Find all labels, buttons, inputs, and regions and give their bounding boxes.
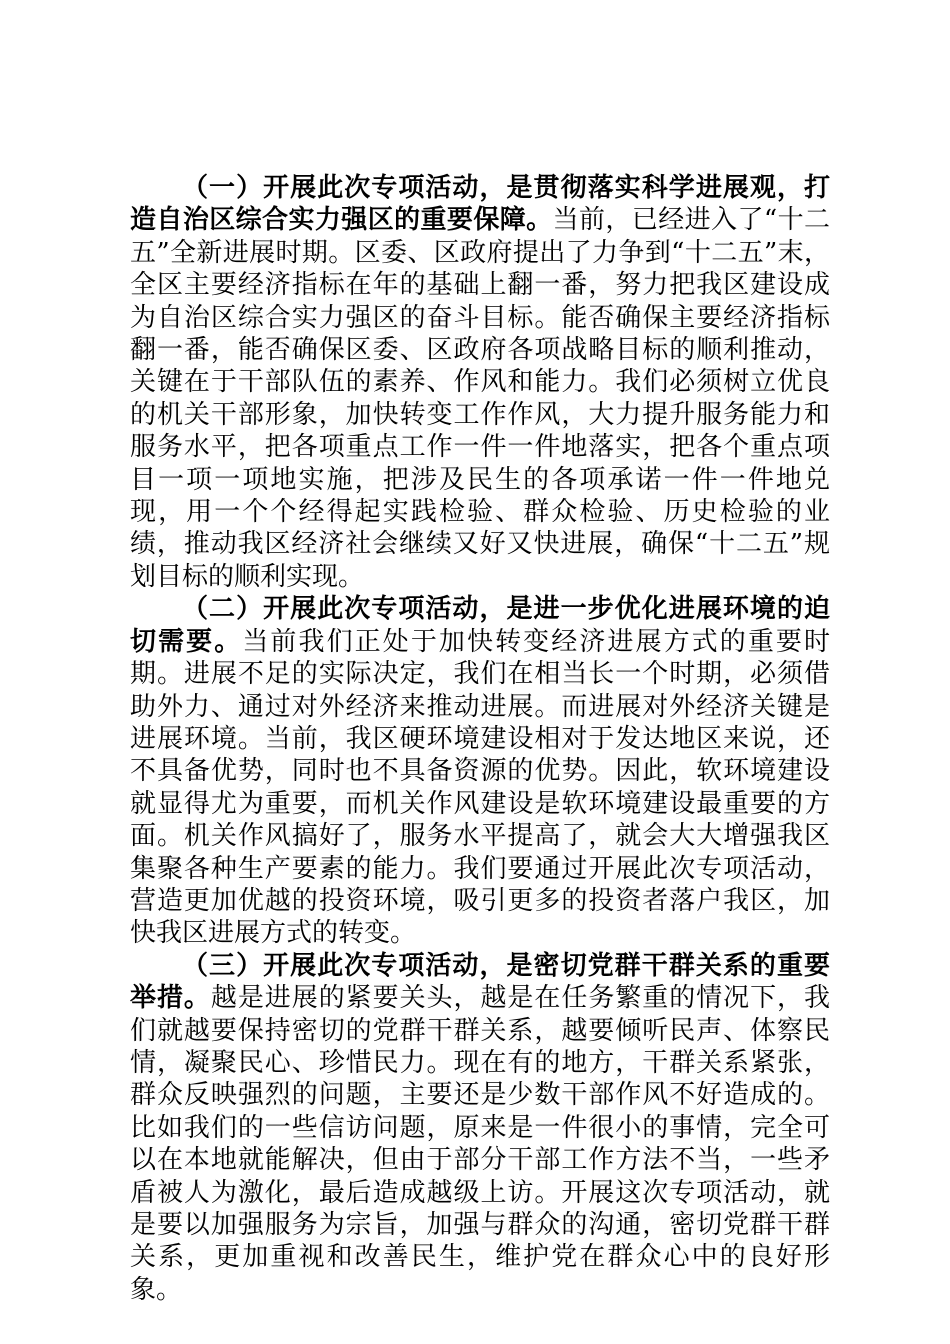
paragraph-3 xyxy=(130,950,830,1306)
paragraph-2 xyxy=(130,593,830,949)
paragraph-2-body: 当前我们正处于加快转变经济进展方式的重要时期。进展不足的实际决定，我们在相当长一个时期，必须借助外力、通过对外经济来推动进展。而进展对外经济关键是进展环境。当前，我区硬环境建设相对于发达地区来说，还不具备优势，同时也不具备资源的优势。因此，软环境建设就显得尤为重要，而机关作风建设是软环境建设最重要的方面。机关作风搞好了，服务水平提高了，就会大大增强我区集聚各种生产要素的能力。我们要通过开展此次专项活动，营造更加优越的投资环境，吸引更多的投资者落户我区，加快我区进展方式的转变。 xyxy=(130,626,830,949)
paragraph-1-heading: （一）开展此次专项活动，是贯彻落实科学进展观，打造自治区综合实力强区的重要保障。 xyxy=(130,173,830,236)
paragraph-3-body: 越是进展的紧要关头，越是在任务繁重的情况下，我们就越要保持密切的党群干群关系，越要倾听民声、体察民情，凝聚民心、珍惜民力。现在有的地方，干群关系紧张，群众反映强烈的问题，主要还是少数干部作风不好造成的。比如我们的一些信访问题，原来是一件很小的事情，完全可以在本地就能解决，但由于部分干部工作方法不当，一些矛盾被人为激化，最后造成越级上访。开展这次专项活动，就是要以加强服务为宗旨，加强与群众的沟通，密切党群干群关系，更加重视和改善民生，维护党在群众心中的良好形象。 xyxy=(130,983,830,1305)
paragraph-1-body: 当前，已经进入了“十二五”全新进展时期。区委、区政府提出了力争到“十二五”末，全区主要经济指标在年的基础上翻一番，努力把我区建设成为自治区综合实力强区的奋斗目标。能否确保主要经济指标翻一番，能否确保区委、区政府各项战略目标的顺利推动，关键在于干部队伍的素养、作风和能力。我们必须树立优良的机关干部形象，加快转变工作作风，大力提升服务能力和服务水平，把各项重点工作一件一件地落实，把各个重点项目一项一项地实施，把涉及民生的各项承诺一件一件地兑现，用一个个经得起实践检验、群众检验、历史检验的业绩，推动我区经济社会继续又好又快进展，确保“十二五”规划目标的顺利实现。 xyxy=(130,205,830,592)
document-body xyxy=(130,172,830,1306)
paragraph-2-heading: （二）开展此次专项活动，是进一步优化进展环境的迫切需要。 xyxy=(130,594,830,657)
paragraph-1 xyxy=(130,172,830,593)
paragraph-3-heading: （三）开展此次专项活动，是密切党群干群关系的重要举措。 xyxy=(130,950,830,1014)
